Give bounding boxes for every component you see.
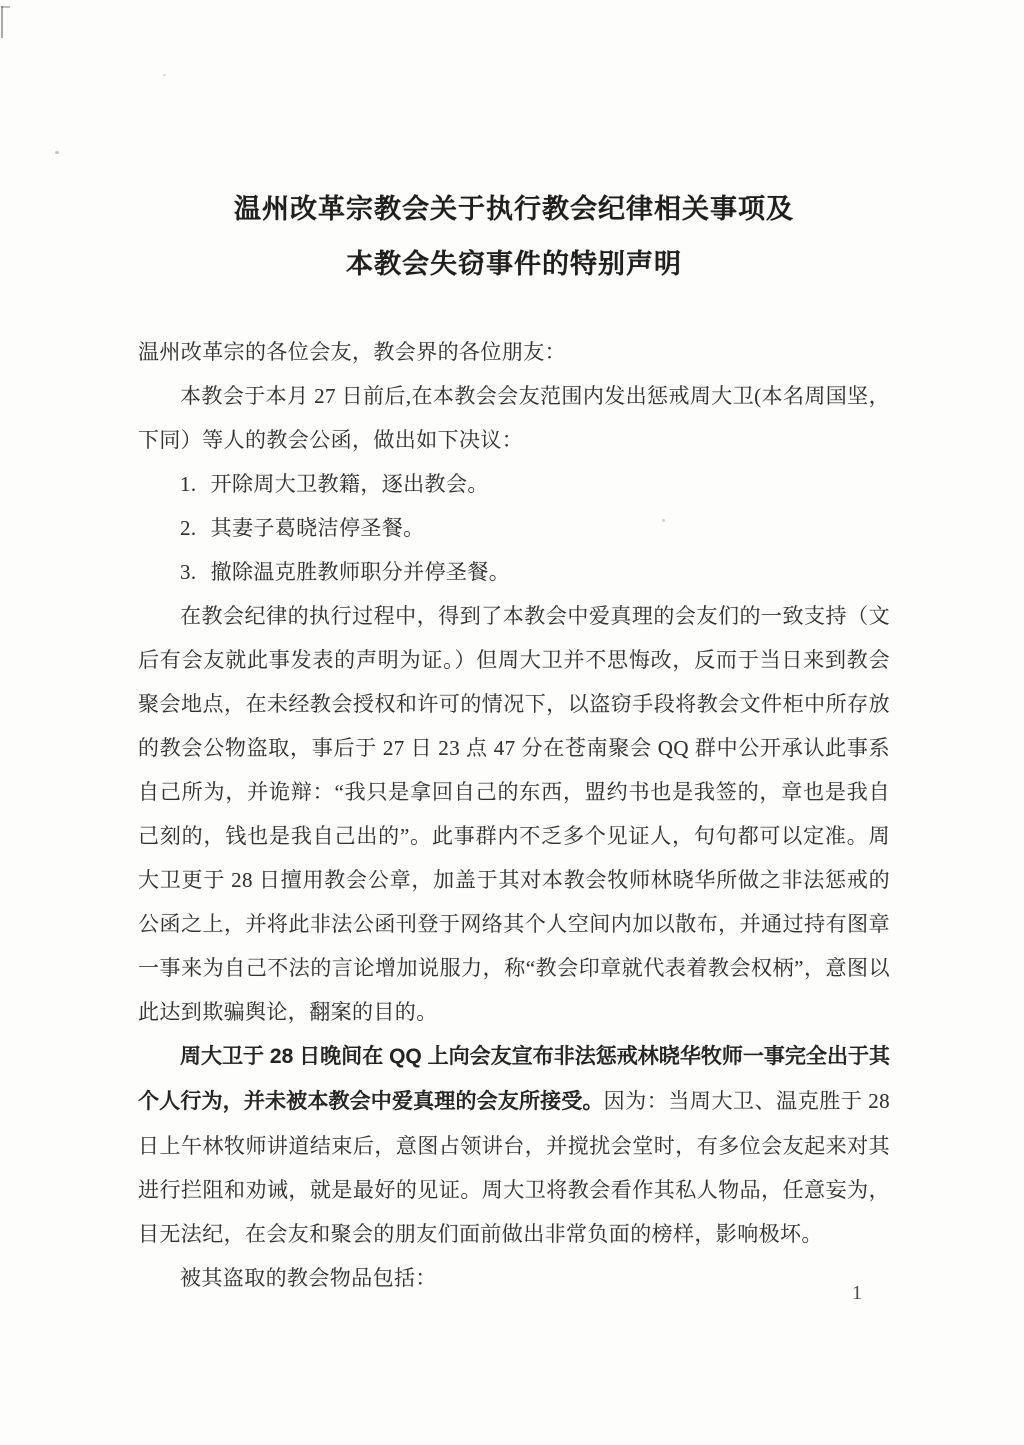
salutation: 温州改革宗的各位会友，教会界的各位朋友： (138, 340, 566, 364)
document-title-line-2: 本教会失窃事件的特别声明 (346, 249, 682, 279)
paragraph-qq-bold-statement: 周大卫于 28 日晚间在 QQ 上向会友宣布非法惩戒林晓华牧师一事完全出于其个人行为，并未被本教会中爱真理的会友所接受。 (138, 1045, 890, 1113)
paragraph-qq-announcement (138, 1034, 890, 1256)
document-title (138, 182, 890, 292)
decision-number: 2. (180, 516, 197, 540)
decision-item-3 (138, 550, 890, 594)
paragraph-intro: 本教会于本月 27 日前后,在本教会会友范围内发出惩戒周大卫(本名周国坚，下同）等人的教会公函，做出如下决议： (138, 384, 890, 452)
decision-number: 3. (180, 560, 197, 584)
paragraph-discipline: 在教会纪律的执行过程中，得到了本教会中爱真理的会友们的一致支持（文后有会友就此事发表的声明为证。）但周大卫并不思悔改，反而于当日来到教会聚会地点，在未经教会授权和许可的情况下，以盗窃手段将教会文件柜中所存放的教会公物盗取，事后于 27 日 23 点 47 分在苍南聚会 QQ 群中公开承认此事系自己所为，并诡辩：“我只是拿回自己的东西，盟约书也是我签的，章也是我自己刻的，钱也是我自己出的”。此事群内不乏多个见证人，句句都可以定准。周大卫更于 28 日擅用教会公章，加盖于其对本教会牧师林晓华所做之非法惩戒的公函之上，并将此非法公函刊登于网络其个人空间内加以散布，并通过持有图章一事来为自己不法的言论增加说服力，称“教会印章就代表着教会权柄”，意图以此达到欺骗舆论，翻案的目的。 (138, 604, 890, 1024)
paragraph-stolen-items-intro: 被其盗取的教会物品包括： (180, 1266, 437, 1290)
scan-artifact-speck (55, 151, 59, 154)
decision-text: 撤除温克胜教师职分并停圣餐。 (210, 560, 511, 584)
decision-number: 1. (180, 472, 197, 496)
decision-text: 其妻子葛晓洁停圣餐。 (210, 516, 425, 540)
document-content (138, 0, 890, 1300)
document-body (138, 330, 890, 1300)
document-title-line-1: 温州改革宗教会关于执行教会纪律相关事项及 (234, 194, 794, 224)
scan-artifact-corner (1, 6, 3, 38)
decision-item-2 (138, 506, 890, 550)
decision-text: 开除周大卫教籍，逐出教会。 (210, 472, 489, 496)
page-number: 1 (852, 1282, 862, 1304)
decision-item-1 (138, 462, 890, 506)
paragraph-qq-rest: 因为：当周大卫、温克胜于 28 日上午林牧师讲道结束后，意图占领讲台，并搅扰会堂时，有多位会友起来对其进行拦阻和劝诫，就是最好的见证。周大卫将教会看作其私人物品，任意妄为，目无法纪，在会友和聚会的朋友们面前做出非常负面的榜样，影响极坏。 (138, 1089, 891, 1246)
